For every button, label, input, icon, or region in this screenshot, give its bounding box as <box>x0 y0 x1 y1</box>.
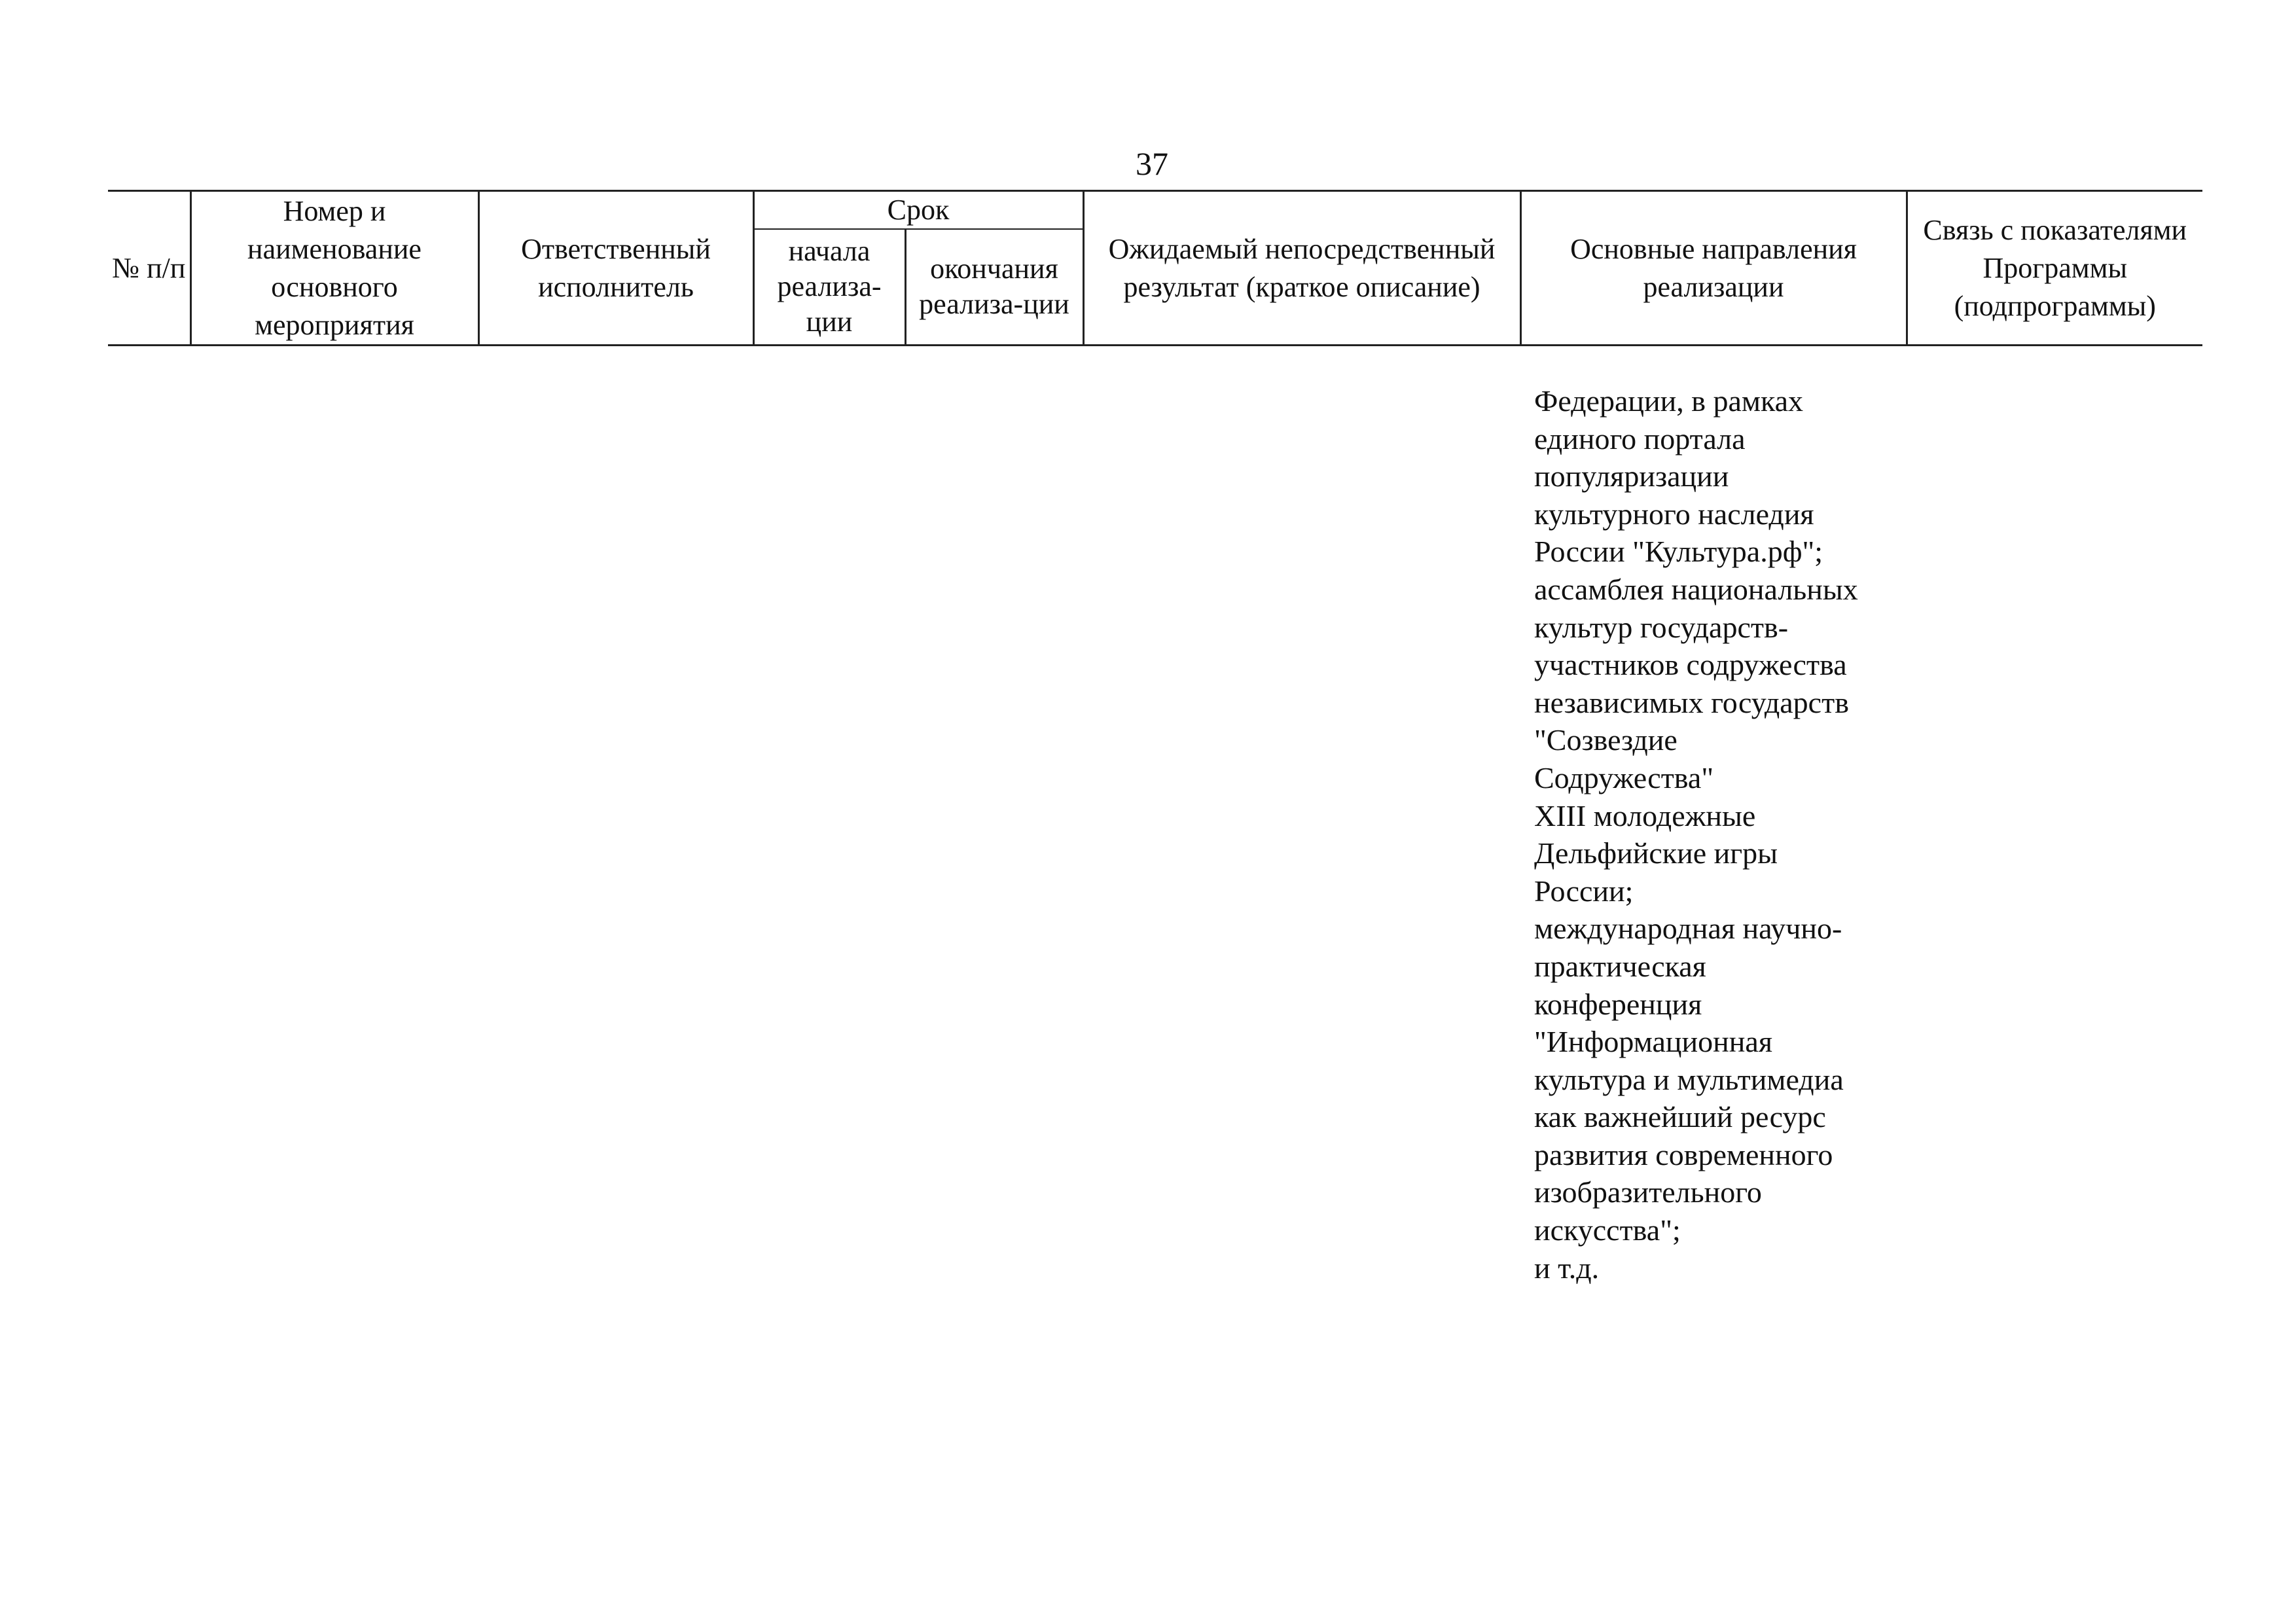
table-header <box>108 190 2202 346</box>
column-header-event: Номер и наименование основного мероприятия <box>190 191 478 346</box>
page-number: 37 <box>1136 145 1168 182</box>
column-header-term-end: окончания реализа-ции <box>905 229 1083 346</box>
column-header-number: № п/п <box>108 191 190 346</box>
column-header-executor: Ответственный исполнитель <box>478 191 753 346</box>
column-header-term: Срок <box>753 191 1083 229</box>
column-header-link: Связь с показателями Программы (подпрограммы) <box>1907 191 2202 346</box>
column-header-term-start: начала реализа-ции <box>753 229 905 346</box>
column-header-directions: Основные направления реализации <box>1520 191 1907 346</box>
directions-text: Федерации, в рамках единого портала популяризации культурного наследия России "Культура.рф"; ассамблея национальных культур государств- участников содружества независимых государств "Созвездие Содружества" XIII молодежные Дельфийские игры России; международная научно- практическая конференция "Информационная культура и мультимедиа как важнейший ресурс развития современного изобразительного искусства"; и т.д. <box>1534 384 1858 1285</box>
column-header-result: Ожидаемый непосредственный результат (краткое описание) <box>1083 191 1520 346</box>
